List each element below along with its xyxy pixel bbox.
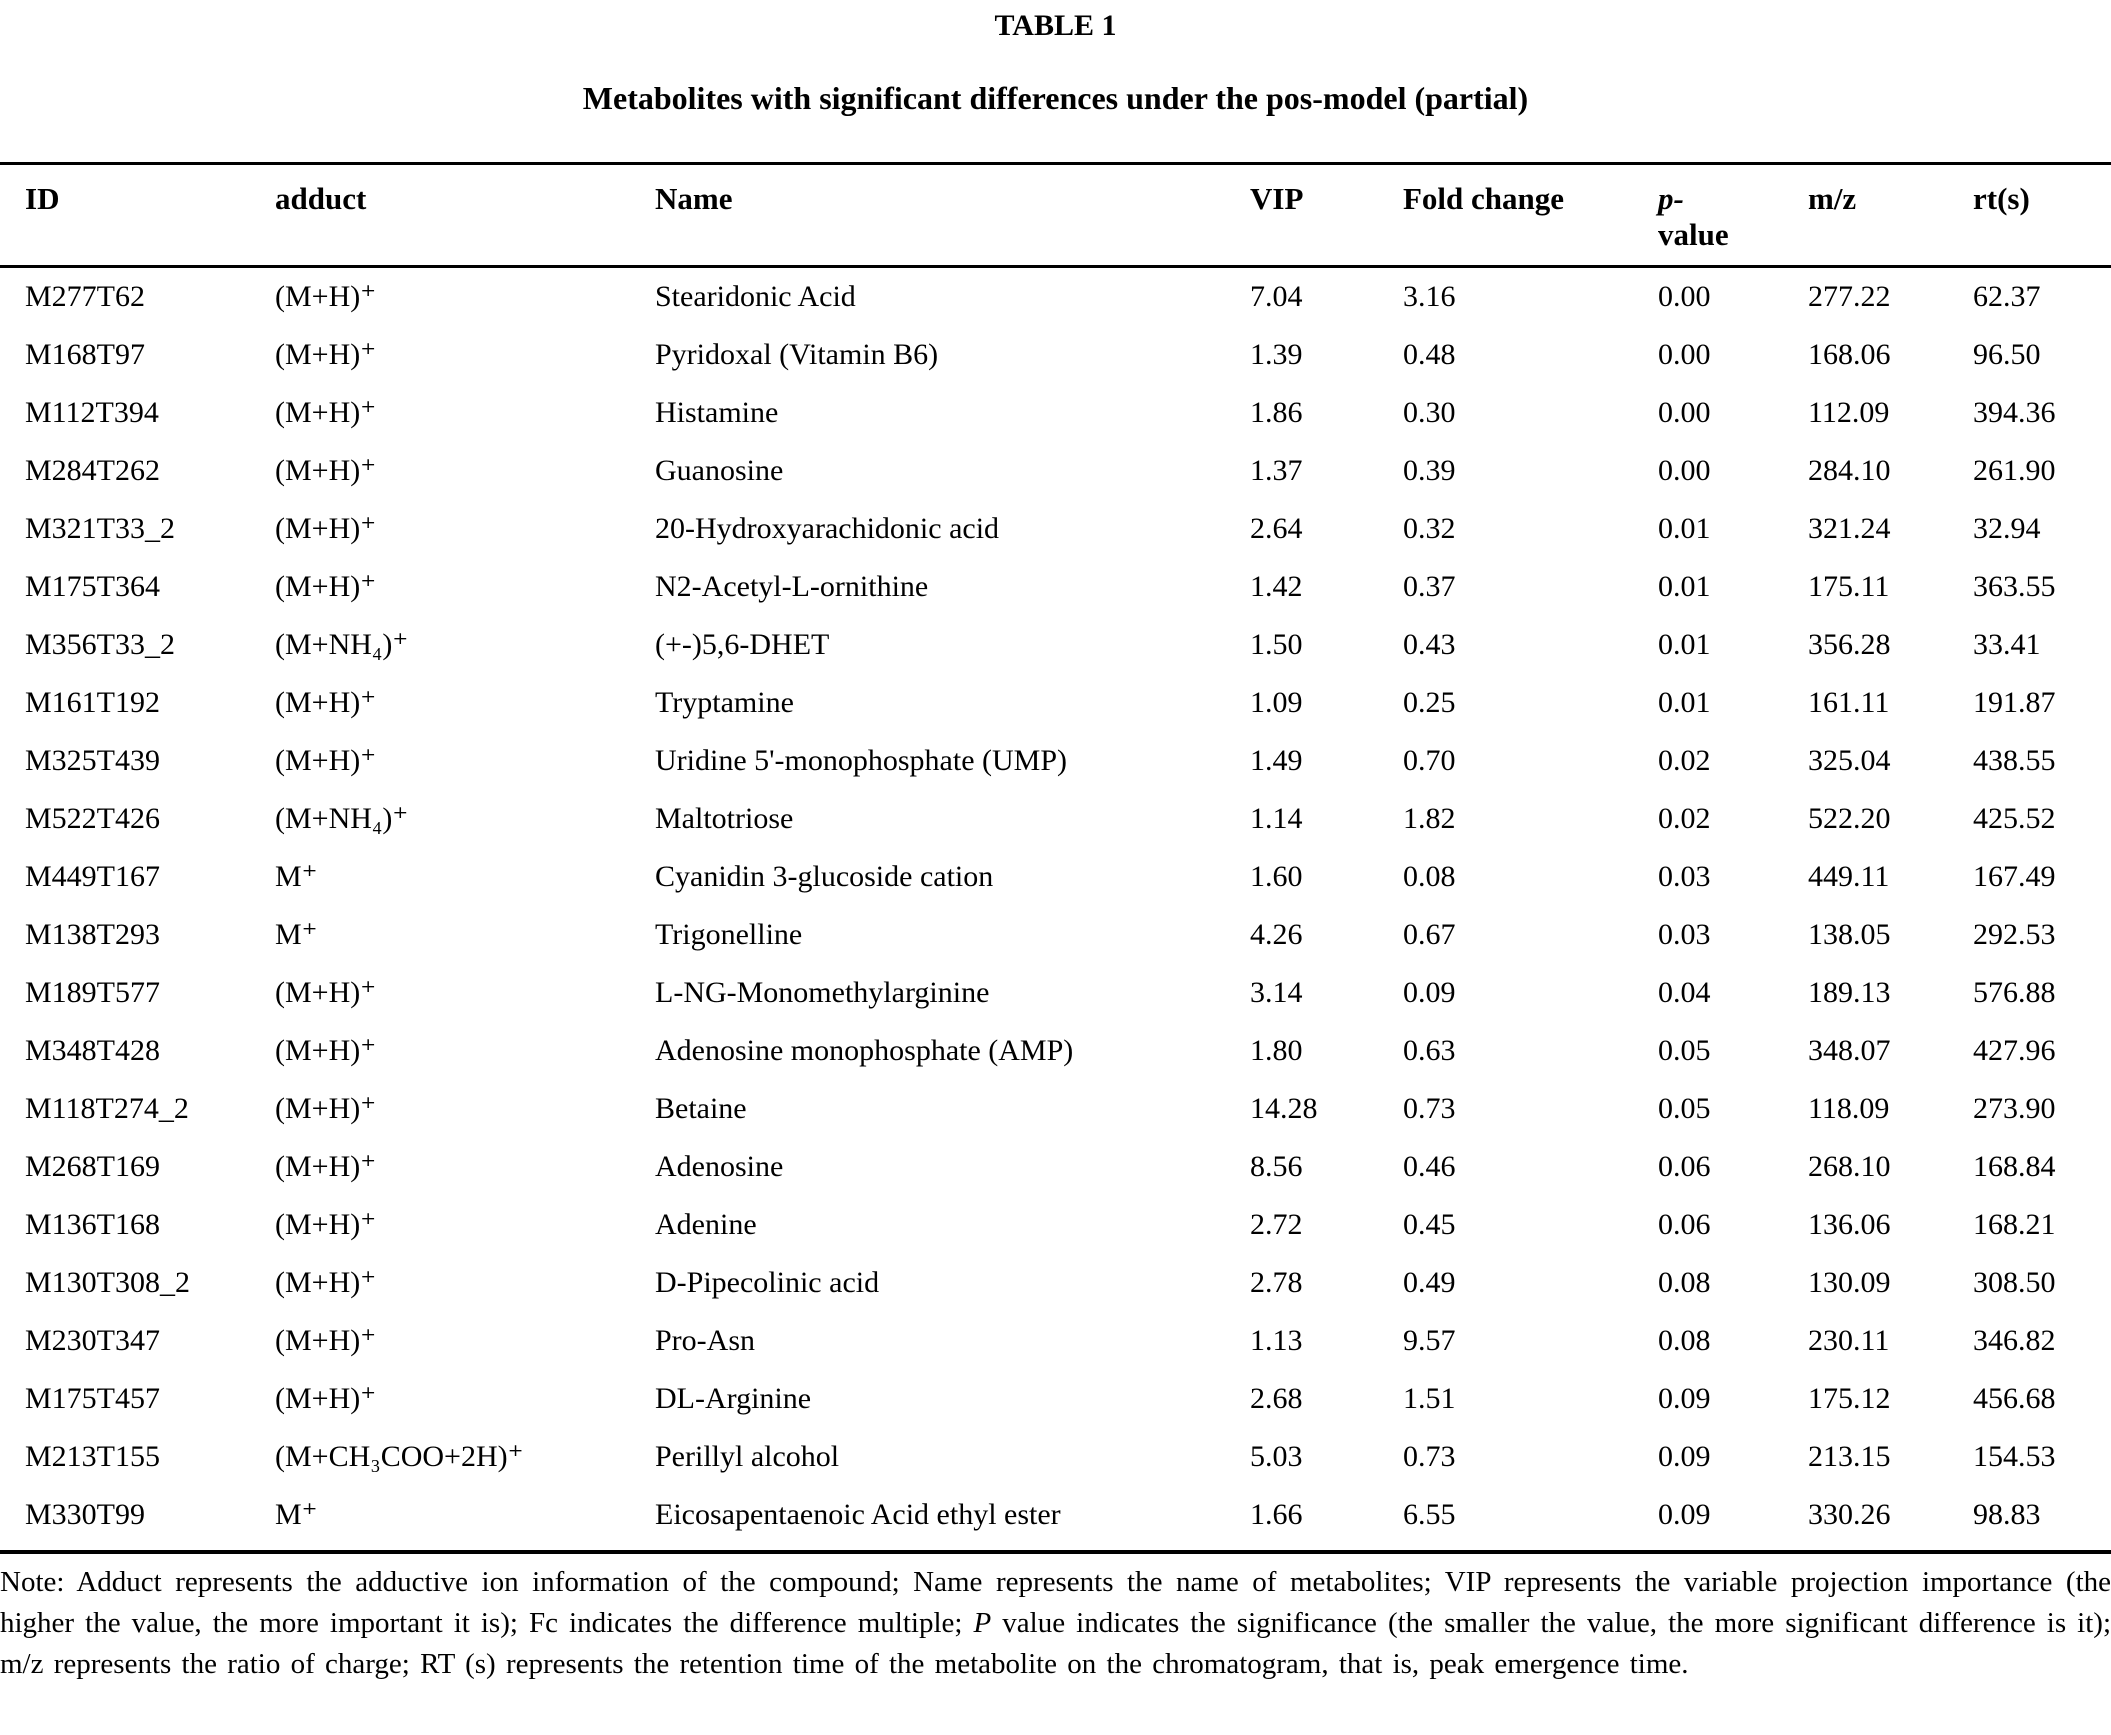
cell-vip: 1.66	[1250, 1498, 1303, 1531]
cell-fold-change: 0.70	[1403, 744, 1456, 777]
cell-adduct: (M+H)⁺	[275, 976, 377, 1009]
cell-rt: 154.53	[1973, 1440, 2056, 1473]
cell-vip: 8.56	[1250, 1150, 1303, 1183]
cell-p-value: 0.00	[1658, 280, 1711, 313]
cell-adduct: (M+NH₄)⁺	[275, 628, 409, 661]
cell-name: Trigonelline	[655, 918, 803, 951]
table-row	[0, 326, 2111, 384]
cell-rt: 427.96	[1973, 1034, 2056, 1067]
cell-mz: 136.06	[1808, 1208, 1891, 1241]
cell-rt: 261.90	[1973, 454, 2056, 487]
cell-adduct: (M+H)⁺	[275, 454, 377, 487]
cell-mz: 168.06	[1808, 338, 1891, 371]
note-italic-p: P	[973, 1607, 992, 1639]
p-value-header-line2: value	[1658, 217, 1729, 252]
cell-rt: 308.50	[1973, 1266, 2056, 1299]
cell-rt: 96.50	[1973, 338, 2041, 371]
cell-rt: 292.53	[1973, 918, 2056, 951]
cell-fold-change: 1.51	[1403, 1382, 1456, 1415]
cell-mz: 268.10	[1808, 1150, 1891, 1183]
cell-name: Guanosine	[655, 454, 784, 487]
cell-fold-change: 0.48	[1403, 338, 1456, 371]
cell-adduct: (M+CH₃COO+2H)⁺	[275, 1440, 524, 1473]
cell-adduct: M⁺	[275, 1498, 318, 1531]
cell-vip: 1.39	[1250, 338, 1303, 371]
cell-id: M284T262	[25, 454, 160, 487]
cell-mz: 175.12	[1808, 1382, 1891, 1415]
cell-vip: 2.78	[1250, 1266, 1303, 1299]
cell-vip: 1.50	[1250, 628, 1303, 661]
table-row	[0, 732, 2111, 790]
cell-p-value: 0.09	[1658, 1382, 1711, 1415]
cell-p-value: 0.05	[1658, 1092, 1711, 1125]
cell-mz: 284.10	[1808, 454, 1891, 487]
cell-name: (+-)5,6-DHET	[655, 628, 830, 661]
cell-mz: 138.05	[1808, 918, 1891, 951]
cell-adduct: (M+H)⁺	[275, 1034, 377, 1067]
col-header-p-value	[1658, 164, 1808, 267]
cell-rt: 168.21	[1973, 1208, 2056, 1241]
cell-id: M321T33_2	[25, 512, 175, 545]
cell-id: M213T155	[25, 1440, 160, 1473]
cell-id: M268T169	[25, 1150, 160, 1183]
header-row	[0, 164, 2111, 267]
cell-rt: 33.41	[1973, 628, 2041, 661]
cell-name: Adenosine monophosphate (AMP)	[655, 1034, 1074, 1067]
table-row	[0, 1080, 2111, 1138]
cell-rt: 456.68	[1973, 1382, 2056, 1415]
p-value-header-line1: p-	[1658, 181, 1684, 216]
cell-id: M136T168	[25, 1208, 160, 1241]
cell-name: DL-Arginine	[655, 1382, 812, 1415]
cell-rt: 191.87	[1973, 686, 2056, 719]
col-header-vip: VIP	[1250, 164, 1403, 267]
cell-adduct: (M+H)⁺	[275, 1092, 377, 1125]
cell-fold-change: 0.45	[1403, 1208, 1456, 1241]
cell-adduct: M⁺	[275, 860, 318, 893]
table-row	[0, 1486, 2111, 1552]
cell-p-value: 0.01	[1658, 628, 1711, 661]
cell-name: Pro-Asn	[655, 1324, 756, 1357]
cell-adduct: (M+H)⁺	[275, 280, 377, 313]
cell-adduct: (M+H)⁺	[275, 1324, 377, 1357]
col-header-id: ID	[0, 164, 275, 267]
note-text-part1: Note: Adduct represents the adductive ion information of the compound; Name represents the name of metabolites; VIP represents the variable projection importance (the higher the value, the more important it is); Fc indicates the difference multiple;	[0, 1566, 2111, 1639]
cell-name: Stearidonic Acid	[655, 280, 856, 313]
cell-vip: 2.64	[1250, 512, 1303, 545]
cell-p-value: 0.00	[1658, 396, 1711, 429]
cell-name: N2-Acetyl-L-ornithine	[655, 570, 929, 603]
table-row	[0, 674, 2111, 732]
cell-adduct: M⁺	[275, 918, 318, 951]
table-note	[0, 1562, 2111, 1685]
table-row	[0, 1254, 2111, 1312]
cell-vip: 2.72	[1250, 1208, 1303, 1241]
cell-rt: 425.52	[1973, 802, 2056, 835]
cell-id: M118T274_2	[25, 1092, 189, 1125]
cell-id: M112T394	[25, 396, 159, 429]
cell-rt: 167.49	[1973, 860, 2056, 893]
cell-mz: 130.09	[1808, 1266, 1891, 1299]
cell-id: M161T192	[25, 686, 160, 719]
cell-rt: 438.55	[1973, 744, 2056, 777]
metabolites-table	[0, 162, 2111, 1554]
cell-p-value: 0.06	[1658, 1208, 1711, 1241]
cell-p-value: 0.08	[1658, 1266, 1711, 1299]
cell-adduct: (M+H)⁺	[275, 570, 377, 603]
cell-vip: 1.09	[1250, 686, 1303, 719]
cell-vip: 2.68	[1250, 1382, 1303, 1415]
cell-id: M175T457	[25, 1382, 160, 1415]
cell-fold-change: 1.82	[1403, 802, 1456, 835]
table-row	[0, 790, 2111, 848]
cell-fold-change: 0.46	[1403, 1150, 1456, 1183]
table-row	[0, 1428, 2111, 1486]
cell-vip: 1.42	[1250, 570, 1303, 603]
table-row	[0, 558, 2111, 616]
table-row	[0, 616, 2111, 674]
cell-vip: 1.49	[1250, 744, 1303, 777]
table-header	[0, 164, 2111, 267]
cell-p-value: 0.03	[1658, 860, 1711, 893]
cell-mz: 277.22	[1808, 280, 1891, 313]
cell-p-value: 0.05	[1658, 1034, 1711, 1067]
cell-fold-change: 0.73	[1403, 1092, 1456, 1125]
cell-p-value: 0.01	[1658, 512, 1711, 545]
cell-mz: 161.11	[1808, 686, 1890, 719]
cell-id: M230T347	[25, 1324, 160, 1357]
cell-p-value: 0.09	[1658, 1498, 1711, 1531]
cell-adduct: (M+H)⁺	[275, 1266, 377, 1299]
cell-name: Perillyl alcohol	[655, 1440, 840, 1473]
cell-adduct: (M+H)⁺	[275, 1382, 377, 1415]
cell-p-value: 0.03	[1658, 918, 1711, 951]
cell-p-value: 0.06	[1658, 1150, 1711, 1183]
cell-mz: 189.13	[1808, 976, 1891, 1009]
cell-mz: 449.11	[1808, 860, 1890, 893]
cell-vip: 5.03	[1250, 1440, 1303, 1473]
cell-mz: 321.24	[1808, 512, 1891, 545]
cell-mz: 213.15	[1808, 1440, 1891, 1473]
cell-fold-change: 9.57	[1403, 1324, 1456, 1357]
cell-adduct: (M+H)⁺	[275, 338, 377, 371]
cell-id: M522T426	[25, 802, 160, 835]
cell-name: Eicosapentaenoic Acid ethyl ester	[655, 1498, 1061, 1531]
cell-id: M277T62	[25, 280, 145, 313]
cell-id: M130T308_2	[25, 1266, 190, 1299]
cell-mz: 522.20	[1808, 802, 1891, 835]
cell-p-value: 0.02	[1658, 744, 1711, 777]
cell-name: Adenine	[655, 1208, 757, 1241]
table-row	[0, 442, 2111, 500]
cell-rt: 576.88	[1973, 976, 2056, 1009]
cell-rt: 98.83	[1973, 1498, 2041, 1531]
cell-rt: 363.55	[1973, 570, 2056, 603]
cell-name: Uridine 5'-monophosphate (UMP)	[655, 744, 1068, 777]
table-row	[0, 1022, 2111, 1080]
cell-vip: 1.13	[1250, 1324, 1303, 1357]
cell-fold-change: 0.49	[1403, 1266, 1456, 1299]
cell-name: 20-Hydroxyarachidonic acid	[655, 512, 1000, 545]
cell-name: Betaine	[655, 1092, 747, 1125]
cell-rt: 346.82	[1973, 1324, 2056, 1357]
cell-vip: 1.37	[1250, 454, 1303, 487]
cell-mz: 330.26	[1808, 1498, 1891, 1531]
cell-fold-change: 0.32	[1403, 512, 1456, 545]
cell-fold-change: 0.39	[1403, 454, 1456, 487]
table-row	[0, 384, 2111, 442]
table-row	[0, 500, 2111, 558]
table-row	[0, 964, 2111, 1022]
cell-p-value: 0.02	[1658, 802, 1711, 835]
cell-p-value: 0.08	[1658, 1324, 1711, 1357]
cell-name: Cyanidin 3-glucoside cation	[655, 860, 994, 893]
cell-fold-change: 0.43	[1403, 628, 1456, 661]
cell-id: M168T97	[25, 338, 145, 371]
cell-fold-change: 0.30	[1403, 396, 1456, 429]
cell-id: M356T33_2	[25, 628, 175, 661]
col-header-mz: m/z	[1808, 164, 1973, 267]
cell-name: Tryptamine	[655, 686, 794, 719]
cell-p-value: 0.01	[1658, 570, 1711, 603]
cell-mz: 356.28	[1808, 628, 1891, 661]
cell-id: M138T293	[25, 918, 160, 951]
table-row	[0, 1196, 2111, 1254]
cell-vip: 7.04	[1250, 280, 1303, 313]
cell-mz: 112.09	[1808, 396, 1890, 429]
col-header-fold-change: Fold change	[1403, 164, 1658, 267]
cell-adduct: (M+NH₄)⁺	[275, 802, 409, 835]
cell-rt: 273.90	[1973, 1092, 2056, 1125]
cell-name: Maltotriose	[655, 802, 794, 835]
cell-id: M325T439	[25, 744, 160, 777]
cell-id: M330T99	[25, 1498, 145, 1531]
cell-vip: 1.86	[1250, 396, 1303, 429]
cell-id: M449T167	[25, 860, 160, 893]
cell-rt: 62.37	[1973, 280, 2041, 313]
cell-adduct: (M+H)⁺	[275, 686, 377, 719]
cell-mz: 348.07	[1808, 1034, 1891, 1067]
note-text-part2: value indicates the significance (the smaller the value, the more significant difference is it); m/z represents the ratio of charge; RT (s) represents the retention time of the metabolite on the chromatogram, that is, peak emergence time.	[0, 1607, 2111, 1680]
cell-adduct: (M+H)⁺	[275, 396, 377, 429]
table-row	[0, 1312, 2111, 1370]
table-row	[0, 1138, 2111, 1196]
cell-fold-change: 0.37	[1403, 570, 1456, 603]
cell-fold-change: 6.55	[1403, 1498, 1456, 1531]
col-header-name: Name	[655, 164, 1250, 267]
cell-name: Adenosine	[655, 1150, 784, 1183]
cell-fold-change: 0.25	[1403, 686, 1456, 719]
cell-name: Histamine	[655, 396, 779, 429]
col-header-adduct: adduct	[275, 164, 655, 267]
cell-id: M189T577	[25, 976, 160, 1009]
table-label: TABLE 1	[994, 9, 1117, 42]
table-body	[0, 267, 2111, 1553]
cell-mz: 175.11	[1808, 570, 1890, 603]
cell-fold-change: 0.09	[1403, 976, 1456, 1009]
cell-name: L-NG-Monomethylarginine	[655, 976, 990, 1009]
cell-p-value: 0.09	[1658, 1440, 1711, 1473]
cell-vip: 4.26	[1250, 918, 1303, 951]
cell-adduct: (M+H)⁺	[275, 744, 377, 777]
cell-mz: 230.11	[1808, 1324, 1890, 1357]
cell-mz: 118.09	[1808, 1092, 1890, 1125]
cell-vip: 1.14	[1250, 802, 1303, 835]
table-row	[0, 906, 2111, 964]
table-title: Metabolites with significant differences under the pos-model (partial)	[582, 80, 1529, 116]
cell-fold-change: 3.16	[1403, 280, 1456, 313]
table-row	[0, 267, 2111, 327]
cell-adduct: (M+H)⁺	[275, 1150, 377, 1183]
cell-adduct: (M+H)⁺	[275, 512, 377, 545]
cell-fold-change: 0.73	[1403, 1440, 1456, 1473]
cell-id: M348T428	[25, 1034, 160, 1067]
cell-vip: 14.28	[1250, 1092, 1318, 1125]
table-row	[0, 848, 2111, 906]
cell-adduct: (M+H)⁺	[275, 1208, 377, 1241]
col-header-rt: rt(s)	[1973, 164, 2111, 267]
cell-rt: 168.84	[1973, 1150, 2056, 1183]
cell-vip: 3.14	[1250, 976, 1303, 1009]
cell-fold-change: 0.63	[1403, 1034, 1456, 1067]
cell-vip: 1.60	[1250, 860, 1303, 893]
cell-vip: 1.80	[1250, 1034, 1303, 1067]
cell-fold-change: 0.67	[1403, 918, 1456, 951]
cell-p-value: 0.00	[1658, 338, 1711, 371]
cell-id: M175T364	[25, 570, 160, 603]
cell-p-value: 0.01	[1658, 686, 1711, 719]
table-row	[0, 1370, 2111, 1428]
cell-p-value: 0.00	[1658, 454, 1711, 487]
cell-name: D-Pipecolinic acid	[655, 1266, 880, 1299]
cell-name: Pyridoxal (Vitamin B6)	[655, 338, 939, 371]
cell-mz: 325.04	[1808, 744, 1891, 777]
cell-p-value: 0.04	[1658, 976, 1711, 1009]
cell-rt: 32.94	[1973, 512, 2041, 545]
cell-rt: 394.36	[1973, 396, 2056, 429]
cell-fold-change: 0.08	[1403, 860, 1456, 893]
